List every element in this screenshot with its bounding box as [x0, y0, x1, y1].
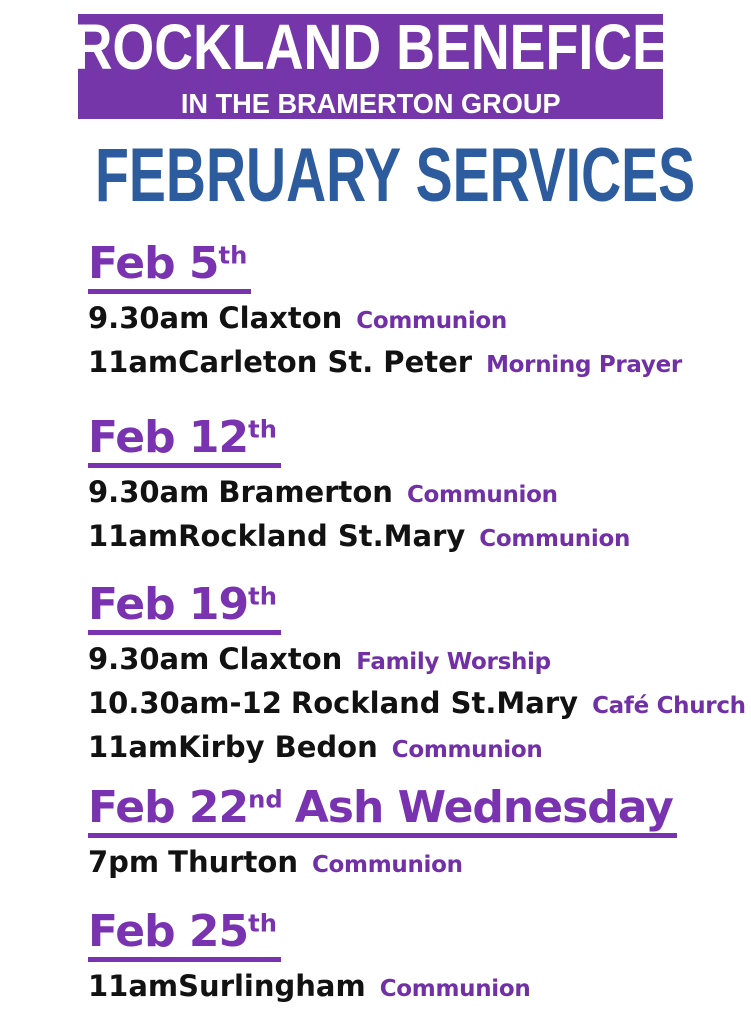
service-type: Communion: [479, 526, 631, 552]
service-time: 11am: [88, 519, 179, 553]
section-heading: [88, 412, 281, 468]
service-type: Communion: [356, 308, 508, 334]
service-time: 9.30am: [88, 301, 210, 335]
date-text: Feb 22: [88, 782, 249, 833]
service-location: Thurton: [168, 845, 298, 879]
service-line: [88, 730, 746, 767]
service-time: 9.30am: [88, 642, 210, 676]
service-section-feb-5: [88, 238, 682, 382]
service-time: 11am: [88, 730, 179, 764]
date-ordinal: nd: [248, 785, 283, 814]
service-location: Claxton: [218, 301, 343, 335]
benefice-banner: [73, 11, 668, 119]
service-line: [88, 642, 746, 679]
service-line: [88, 301, 682, 338]
service-line: [88, 475, 630, 512]
date-ordinal: th: [248, 415, 277, 444]
service-location: Claxton: [218, 642, 343, 676]
service-section-feb-22: [88, 782, 677, 882]
service-time: 11am: [88, 345, 179, 379]
service-time: 10.30am-12: [88, 686, 282, 720]
service-location: Rockland St.Mary: [178, 519, 466, 553]
date-ordinal: th: [218, 241, 248, 270]
service-type: Morning Prayer: [486, 352, 682, 378]
banner-title: ROCKLAND BENEFICE: [73, 11, 668, 83]
service-type: Communion: [406, 482, 558, 508]
banner-subtitle: IN THE BRAMERTON GROUP: [180, 88, 561, 119]
date-ordinal: th: [248, 582, 277, 611]
service-time: 9.30am: [88, 475, 210, 509]
date-text: Feb 19: [88, 579, 249, 630]
service-type: Communion: [379, 976, 531, 1002]
service-line: [88, 345, 682, 382]
service-line: [88, 845, 677, 882]
section-heading: [88, 238, 251, 294]
section-heading: [88, 782, 677, 838]
service-line: [88, 519, 630, 556]
service-type: Family Worship: [356, 649, 551, 675]
date-text: Feb 5: [88, 238, 219, 289]
service-section-feb-25: [88, 906, 531, 1006]
service-time: 11am: [88, 969, 179, 1003]
page-title: FEBRUARY SERVICES: [95, 133, 696, 218]
service-line: [88, 969, 530, 1006]
section-heading: [88, 579, 281, 635]
service-type: Café Church: [592, 693, 746, 719]
service-line: [88, 686, 746, 723]
date-ordinal: th: [248, 909, 277, 938]
service-location: Carleton St. Peter: [178, 345, 473, 379]
service-location: Rockland St.Mary: [290, 686, 579, 720]
date-text: Feb 12: [88, 412, 249, 463]
service-time: 7pm: [88, 845, 160, 879]
service-type: Communion: [391, 737, 543, 763]
service-location: Bramerton: [218, 475, 393, 509]
date-text: Feb 25: [88, 906, 249, 957]
service-location: Surlingham: [178, 969, 366, 1003]
service-type: Communion: [311, 852, 463, 878]
service-section-feb-12: [88, 412, 631, 556]
service-section-feb-19: [88, 579, 746, 767]
service-location: Kirby Bedon: [178, 730, 378, 764]
section-heading: [88, 906, 281, 962]
date-extra: Ash Wednesday: [294, 782, 673, 833]
